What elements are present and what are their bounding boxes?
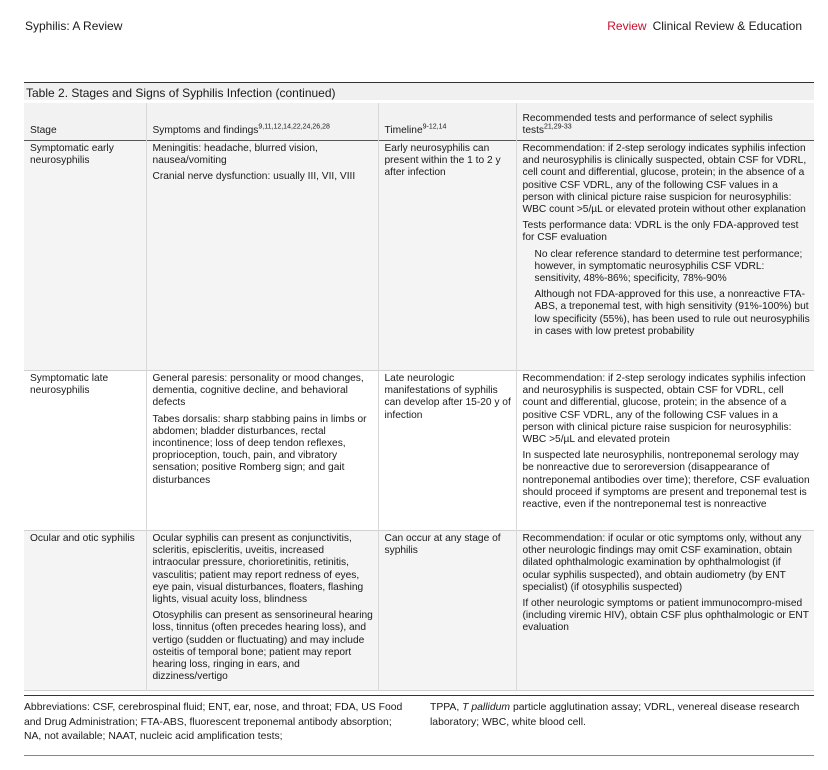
tests-cell: Recommendation: if 2-step serology indicates syphilis infection and neurosyphilis is suspected, obtain CSF for VDRL, cell count and differential, glucose, protein; in the absence of a positive CSF VDRL, any of the following CSF values in a person with clinical picture raise suspicion for neurosyphilis: WBC >5/µL and elevated protein In suspected late neurosyphilis, nontreponemal serology may be nonreactive due to seroreversion (disappearance of nontreponemal antibodies over time); therefore, CSF evaluation should proceed if symptoms are present and treponemal test is reactive, even if the nontreponemal test is nonreactive (516, 371, 814, 531)
timeline-cell: Early neurosyphilis can present within the 1 to 2 y after infection (378, 141, 516, 371)
table-bottom-rule (24, 695, 814, 696)
stage-cell: Ocular and otic syphilis (30, 533, 135, 544)
col-header-tests: Recommended tests and performance of select syphilis tests$^{21,29-33}$ (516, 103, 814, 141)
symptoms-cell: General paresis: personality or mood changes, dementia, cognitive decline, and behavioral defects Tabes dorsalis: sharp stabbing pains in limbs or abdomen; bladder disturbances, rectal incontinence; loss of deep tendon reflexes, proprioception, touch, pain, and vibratory sensation; positive Romberg sign; and gait disturbances (146, 371, 378, 531)
col-header-stage: Stage (30, 124, 57, 136)
timeline-cell: Late neurologic manifestations of syphilis can develop after 15-20 y of infection (378, 371, 516, 531)
col-header-timeline: Timeline$^{9-12,14}$ (378, 103, 516, 141)
running-header-title: Syphilis: A Review (25, 19, 123, 33)
table-row (24, 141, 814, 371)
symptoms-cell: Ocular syphilis can present as conjunctivitis, scleritis, episcleritis, uveitis, increased intraocular pressure, chorioretinitis, retinitis, vasculitis; patient may report redness of eyes, eye pain, visual disturbances, floaters, flashing lights, visual acuity loss, blindness Otosyphilis can present as sensorineural hearing loss, tinnitus (often precedes hearing loss), and vertigo (sudden or fluctuating) and may include osteitis of temporal bone; patient may report hearing loss, ringing in ears, and dizziness/vertigo (146, 531, 378, 691)
table-row (24, 531, 814, 691)
table-header-row (24, 103, 814, 141)
col-header-symptoms: Symptoms and findings$^{9,11,12,14,22,24,26,28}$ (146, 103, 378, 141)
footnote-abbreviations-continued: TPPA, T pallidum particle agglutination assay; VDRL, venereal disease research laboratory; WBC, white blood cell. (430, 702, 800, 728)
tests-cell: Recommendation: if ocular or otic symptoms only, without any other neurologic findings may omit CSF examination, obtain dilated ophthalmologic examination by ophthalmologist (if ocular syphilis suspected), and obtain audiometry (by ENT specialist) (if otosyphilis suspected) If other neurologic symptoms or patient immunocompro-mised (including viremic HIV), obtain CSF plus ophthalmologic or ENT evaluation (516, 531, 814, 691)
stage-cell: Symptomatic late neurosyphilis (30, 373, 109, 397)
page-end-rule (24, 755, 814, 756)
stage-cell: Symptomatic early neurosyphilis (30, 143, 114, 167)
syphilis-stages-table (24, 103, 814, 691)
journal-section: Clinical Review & Education (652, 19, 802, 33)
running-header-journal (607, 19, 802, 33)
timeline-cell: Can occur at any stage of syphilis (378, 531, 516, 691)
tests-cell: Recommendation: if 2-step serology indicates syphilis infection and neurosyphilis is clinically suspected, obtain CSF for VDRL, cell count and differential, glucose, protein; in the absence of a positive CSF VDRL, any of the following CSF values in a person with clinical picture raise suspicion for neurosyphilis: WBC count >5/µL or elevated protein without other explanation Tests performance data: VDRL is the only FDA-approved test for CSF evaluation No clear reference standard to determine test performance; however, in symptomatic neurosyphilis CSF VDRL: sensitivity, 48%-86%; specificity, 78%-90% Although not FDA-approved for this use, a nonreactive FTA-ABS, a treponemal test, with high sensitivity (91%-100%) but low specificity (55%), has been used to rule out neurosyphilis in cases with low pretest probability (516, 141, 814, 371)
table-row (24, 371, 814, 531)
section-label: Review (607, 19, 647, 33)
footnote-abbreviations: Abbreviations: CSF, cerebrospinal fluid; ENT, ear, nose, and throat; FDA, US Food and Drug Administration; FTA-ABS, fluorescent treponemal antibody absorption; NA, not available; NAAT, nucleic acid amplification tests; (24, 702, 403, 742)
table-title: Table 2. Stages and Signs of Syphilis Infection (continued) (24, 82, 814, 100)
symptoms-cell: Meningitis: headache, blurred vision, nausea/vomiting Cranial nerve dysfunction: usually III, VII, VIII (146, 141, 378, 371)
